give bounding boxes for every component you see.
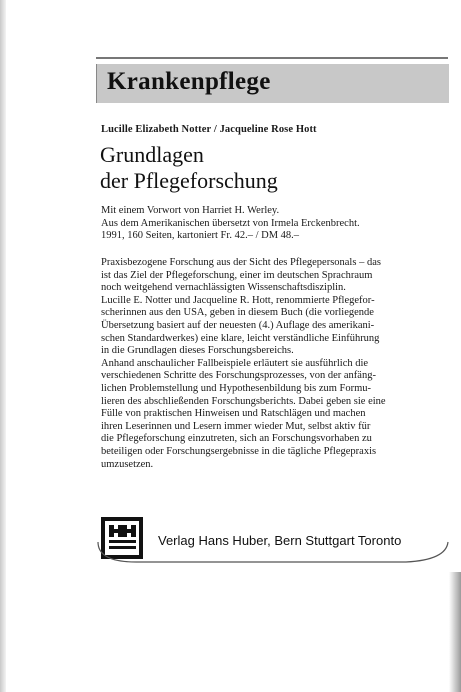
description-line: in die Grundlagen dieses Forschungsbereichs. [101,345,294,357]
meta-line: 1991, 160 Seiten, kartoniert Fr. 42.– / DM 48.– [101,230,300,241]
meta-line: Aus dem Amerikanischen übersetzt von Irmela Erckenbrecht. [101,217,360,229]
book-title-line: der Pflegeforschung [100,168,278,193]
description-line: lieren des abschließenden Forschungsberichts. Dabei geben sie eine [101,395,386,407]
description-line: Lucille E. Notter und Jacqueline R. Hott, renommierte Pflegefor- [101,294,375,306]
top-rule [96,57,448,59]
meta-line: Mit einem Vorwort von Harriet H. Werley. [101,205,280,216]
scan-edge-left [0,0,6,692]
header-band [96,64,449,103]
description-line: Praxisbezogene Forschung aus der Sicht des Pflegepersonals – das [101,257,381,268]
description-line: scherinnen aus den USA, geben in diesem Buch (die vorliegende [101,307,374,319]
description-line: umzusetzen. [101,458,154,470]
description-line: schen Standardwerkes) eine klare, leicht verständliche Einführung [101,332,380,344]
bottom-divider-curve [96,540,450,580]
description-line: Anhand anschaulicher Fallbeispiele erläutert sie ausführlich die [101,357,369,369]
description-line: Fülle von praktischen Hinweisen und Ratschlägen und machen [101,408,366,420]
description-line: noch weitgehend vernachlässigten Wissenschaftsdisziplin. [101,282,346,294]
section-title: Krankenpflege [107,68,271,95]
description-line: Übersetzung basiert auf der neuesten (4.) Auflage des amerikani- [101,319,375,331]
scan-edge-shadow [449,572,461,692]
description-line: verschiedenen Schritte des Forschungsprozesses, von der anfäng- [101,370,376,382]
book-authors: Lucille Elizabeth Notter / Jacqueline Rose Hott [101,124,317,135]
description-line: die Pflegeforschung einzutreten, sich an Forschungsvorhaben zu [101,433,372,445]
book-description [101,257,386,471]
description-line: ist das Ziel der Pflegeforschung, einer im deutschen Sprachraum [101,269,373,281]
book-meta [101,205,360,243]
book-title [100,142,278,194]
book-title-line: Grundlagen [100,142,204,167]
description-line: lichen Problemstellung und Hypothesenbildung bis zum Formu- [101,382,372,394]
description-line: beteiligen oder Forschungsergebnisse in die tägliche Pflegepraxis [101,445,377,457]
publisher-line: Verlag Hans Huber, Bern Stuttgart Toronto [158,533,402,548]
description-line: ihren Leserinnen und Lesern immer wieder Mut, selbst aktiv für [101,420,371,432]
